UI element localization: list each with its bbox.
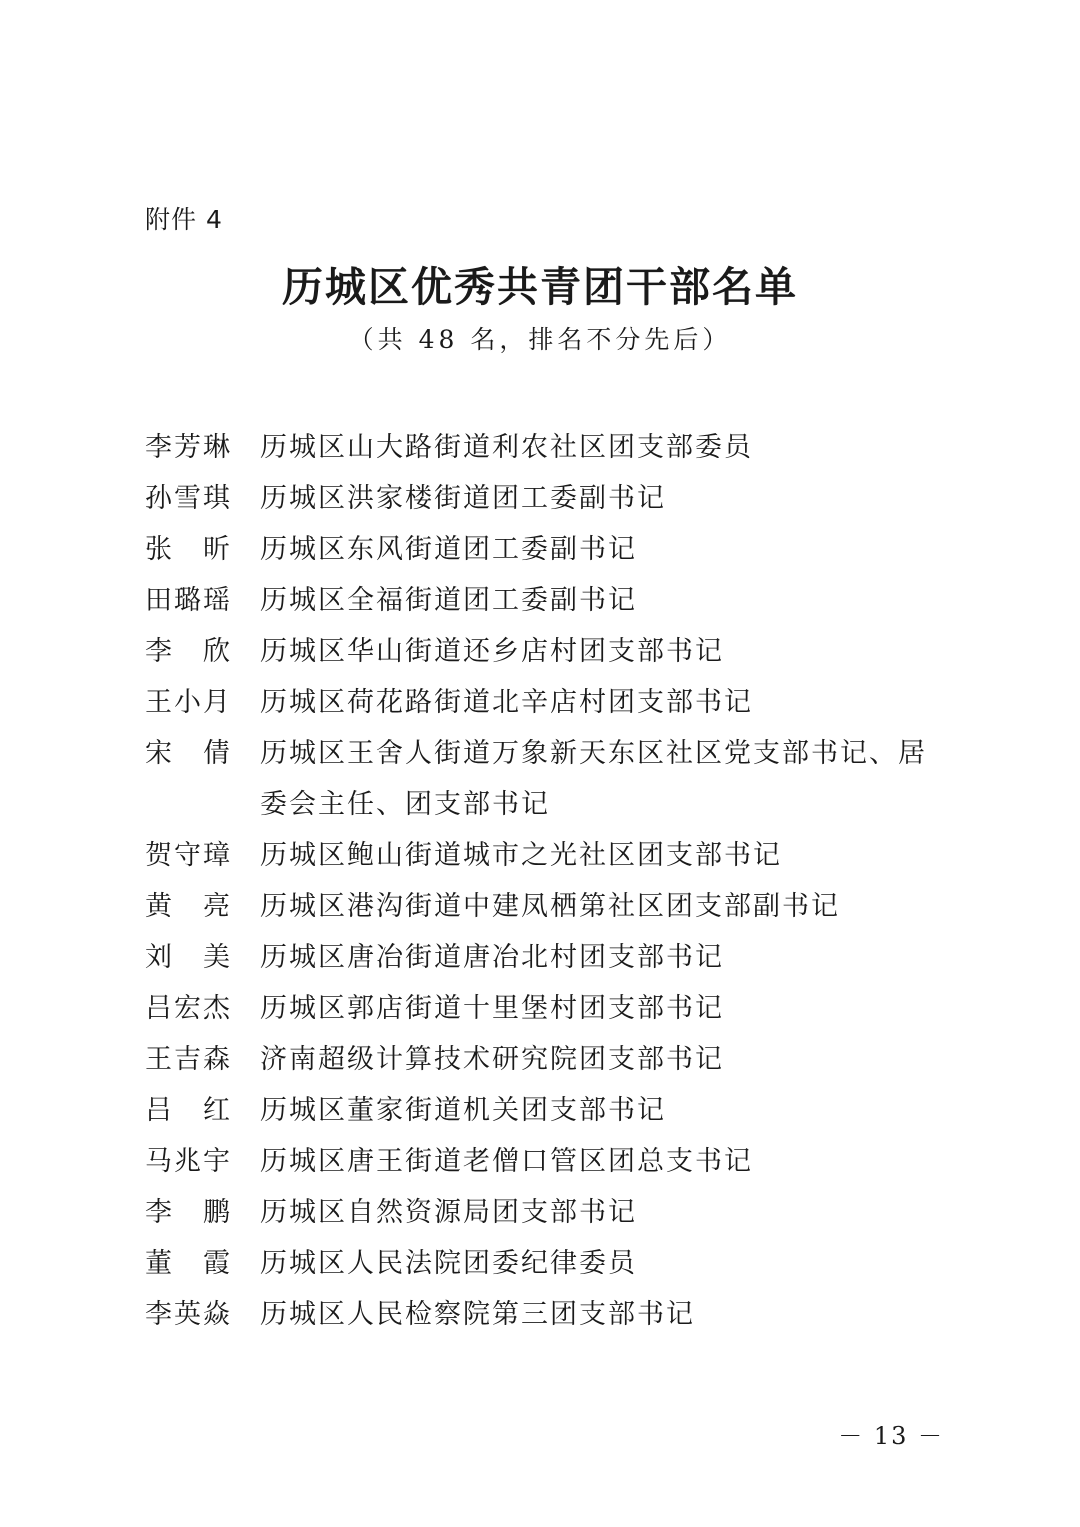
honoree-name: 吕 红 [145,1095,232,1126]
honoree-name: 贺守璋 [145,840,232,871]
list-item [145,1238,945,1289]
honoree-name: 李英焱 [145,1299,232,1330]
honoree-role: 济南超级计算技术研究院团支部书记 [260,1044,724,1075]
list-item [145,626,945,677]
list-item [145,677,945,728]
honoree-role: 历城区荷花路街道北辛店村团支部书记 [260,687,753,718]
page-title: 历城区优秀共青团干部名单 [282,263,798,311]
list-item [145,728,945,830]
honoree-role: 历城区人民法院团委纪律委员 [260,1248,637,1279]
honoree-name: 王小月 [145,687,232,718]
honoree-list [145,422,945,1340]
honoree-name: 黄 亮 [145,891,232,922]
honoree-role: 历城区郭店街道十里堡村团支部书记 [260,993,724,1024]
honoree-role: 历城区东风街道团工委副书记 [260,534,637,565]
list-item [145,524,945,575]
honoree-role: 历城区港沟街道中建凤栖第社区团支部副书记 [260,891,840,922]
page-subtitle: （共 48 名，排名不分先后） [348,325,732,354]
list-item [145,1136,945,1187]
honoree-role: 历城区山大路街道利农社区团支部委员 [260,432,753,463]
list-item [145,575,945,626]
list-item [145,1085,945,1136]
honoree-name: 吕宏杰 [145,993,232,1024]
list-item [145,830,945,881]
honoree-role: 历城区自然资源局团支部书记 [260,1197,637,1228]
honoree-name: 张 昕 [145,534,232,565]
page-number: － 13 － [838,1422,944,1450]
honoree-name: 王吉森 [145,1044,232,1075]
list-item [145,983,945,1034]
honoree-name: 刘 美 [145,942,232,973]
honoree-name: 李芳琳 [145,432,232,463]
honoree-role: 历城区唐王街道老僧口管区团总支书记 [260,1146,753,1177]
list-item [145,422,945,473]
honoree-role: 历城区华山街道还乡店村团支部书记 [260,636,724,667]
honoree-role: 历城区人民检察院第三团支部书记 [260,1299,695,1330]
honoree-role: 历城区鲍山街道城市之光社区团支部书记 [260,840,782,871]
honoree-name: 李 鹏 [145,1197,232,1228]
attachment-label: 附件 4 [145,205,223,234]
honoree-name: 田璐瑶 [145,585,232,616]
honoree-name: 李 欣 [145,636,232,667]
list-item [145,1034,945,1085]
honoree-role: 历城区洪家楼街道团工委副书记 [260,483,666,514]
list-item [145,932,945,983]
list-item [145,881,945,932]
honoree-role: 历城区全福街道团工委副书记 [260,585,637,616]
honoree-name: 宋 倩 [145,738,232,769]
list-item [145,473,945,524]
honoree-name: 马兆宇 [145,1146,232,1177]
honoree-name: 孙雪琪 [145,483,232,514]
list-item [145,1289,945,1340]
list-item [145,1187,945,1238]
honoree-name: 董 霞 [145,1248,232,1279]
honoree-role: 历城区董家街道机关团支部书记 [260,1095,666,1126]
honoree-role: 历城区唐冶街道唐冶北村团支部书记 [260,942,724,973]
honoree-role: 历城区王舍人街道万象新天东区社区党支部书记、居委会主任、团支部书记 [260,738,927,820]
